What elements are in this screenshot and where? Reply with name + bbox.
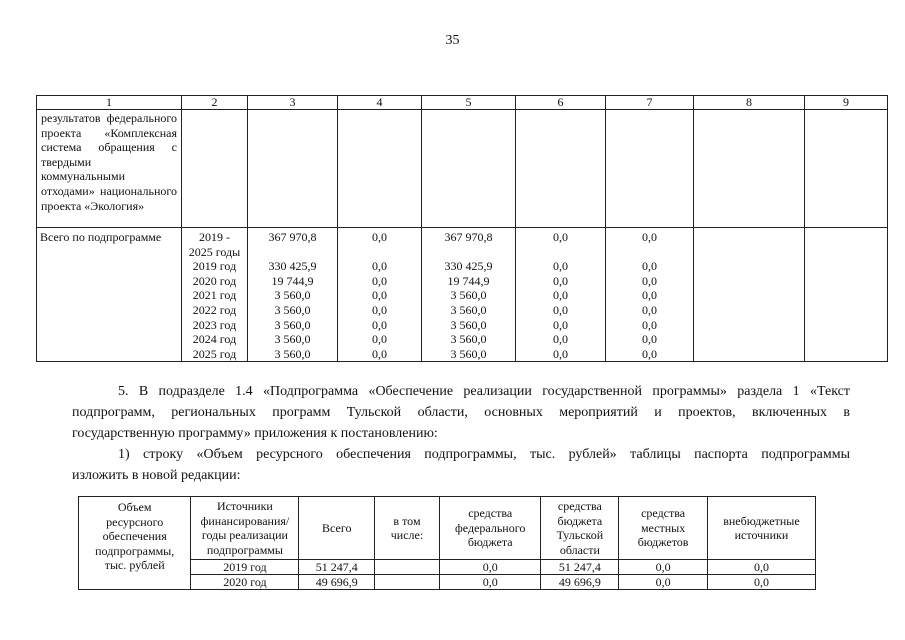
cell-line: годы реализации xyxy=(201,528,288,542)
cell-line: 2019 - xyxy=(199,230,230,244)
cell-line: бюджетов xyxy=(637,535,689,550)
table-row xyxy=(37,110,888,228)
cell-line: 0,0 xyxy=(553,317,568,332)
cell-line xyxy=(609,245,690,260)
table-cell xyxy=(694,228,805,362)
paragraph-5 xyxy=(72,381,850,444)
cell-line: Объем xyxy=(117,500,152,514)
table-cell xyxy=(516,110,606,228)
cell-line: 0,0 xyxy=(642,346,657,361)
col7-cell xyxy=(606,228,694,362)
col5-cell xyxy=(422,228,516,362)
table-header-row xyxy=(37,96,888,110)
cell-line: 0,0 xyxy=(372,230,387,244)
table-cell xyxy=(694,110,805,228)
col6-cell xyxy=(516,228,606,362)
federal-cell: 0,0 xyxy=(439,575,541,590)
local-cell: 0,0 xyxy=(619,560,708,575)
cell-line: 330 425,9 xyxy=(268,259,317,274)
cell-line: 3 560,0 xyxy=(274,317,311,332)
cell-line: 3 560,0 xyxy=(450,346,487,361)
resource-table xyxy=(78,496,816,590)
cell-line: 2020 год xyxy=(192,273,237,288)
cell-line: 0,0 xyxy=(553,302,568,317)
cell-line: бюджета xyxy=(467,535,513,550)
regional-cell: 49 696,9 xyxy=(541,575,619,590)
table-row-total xyxy=(37,228,888,362)
offbudget-cell: 0,0 xyxy=(707,560,815,575)
sources-header xyxy=(191,497,299,560)
table-cell xyxy=(375,560,440,575)
cell-line: 330 425,9 xyxy=(444,259,493,274)
col3-cell xyxy=(248,228,338,362)
cell-line: 2025 годы xyxy=(188,244,241,259)
table-cell xyxy=(248,110,338,228)
table-cell xyxy=(375,575,440,590)
cell-line: 0,0 xyxy=(642,332,657,347)
cell-line: Тульской xyxy=(556,528,604,542)
column-header: 1 xyxy=(37,96,182,110)
total-cell: 51 247,4 xyxy=(299,560,375,575)
resource-volume-label xyxy=(79,497,191,590)
cell-line: 0,0 xyxy=(553,259,568,274)
cell-line: обеспечения xyxy=(102,529,167,543)
cell-line: 0,0 xyxy=(372,273,387,288)
cell-line: области xyxy=(559,542,600,557)
cell-line xyxy=(251,245,334,260)
cell-line: 367 970,8 xyxy=(444,230,493,244)
cell-line: числе: xyxy=(390,528,424,542)
cell-line: 0,0 xyxy=(372,302,387,317)
including-header xyxy=(375,497,440,560)
table-cell xyxy=(338,110,422,228)
paragraph-line: 5. В подразделе 1.4 «Подпрограмма «Обеспечение реализации государственной программы» раздела 1 «Текст xyxy=(118,384,850,399)
cell-line: 3 560,0 xyxy=(274,288,311,303)
cell-line: в том xyxy=(393,513,421,528)
cell-line: 2021 год xyxy=(192,288,237,303)
year-cell: 2019 год xyxy=(191,560,299,575)
cell-line: средства xyxy=(641,506,686,521)
cell-line: 19 744,9 xyxy=(271,273,314,288)
cell-line: местных xyxy=(640,520,686,535)
cell-line: 0,0 xyxy=(642,259,657,274)
cell-line: 0,0 xyxy=(642,317,657,332)
paragraph-line: государственную программу» приложения к постановлению: xyxy=(72,426,438,441)
federal-cell: 0,0 xyxy=(439,560,541,575)
cell-line: 0,0 xyxy=(642,273,657,288)
cell-line xyxy=(341,245,418,260)
table-cell xyxy=(805,110,888,228)
cell-line: 0,0 xyxy=(553,273,568,288)
page-number: 35 xyxy=(445,33,460,48)
table-cell xyxy=(606,110,694,228)
paragraph-1 xyxy=(72,444,850,486)
offbudget-cell: 0,0 xyxy=(707,575,815,590)
cell-line: 367 970,8 xyxy=(268,230,317,244)
regional-cell: 51 247,4 xyxy=(541,560,619,575)
cell-line: внебюджетные xyxy=(723,513,800,528)
cell-line: 0,0 xyxy=(642,302,657,317)
table-cell xyxy=(182,110,248,228)
cell-line: 3 560,0 xyxy=(450,332,487,347)
cell-line: 3 560,0 xyxy=(450,317,487,332)
cell-line: подпрограммы xyxy=(206,542,283,557)
cell-line: средства xyxy=(468,506,513,521)
subprogram-table xyxy=(36,95,888,362)
local-header xyxy=(619,497,708,560)
column-header: 3 xyxy=(248,96,338,110)
cell-line: 19 744,9 xyxy=(447,273,490,288)
cell-line: 0,0 xyxy=(642,288,657,303)
col4-cell xyxy=(338,228,422,362)
cell-line: 2024 год xyxy=(192,332,237,347)
total-cell: 49 696,9 xyxy=(299,575,375,590)
federal-header xyxy=(439,497,541,560)
row-label: Всего по подпрограмме xyxy=(37,228,182,362)
paragraph-line: подпрограмм, региональных программ Тульской области, основных мероприятий и проектов, включенных в xyxy=(72,405,850,420)
cell-line: 2023 год xyxy=(192,317,237,332)
cell-line: финансирования/ xyxy=(200,513,290,528)
cell-line: ресурсного xyxy=(106,514,164,529)
total-header: Всего xyxy=(299,497,375,560)
column-header: 2 xyxy=(182,96,248,110)
periods-cell xyxy=(182,228,248,362)
cell-line: источники xyxy=(734,528,789,542)
cell-line: 3 560,0 xyxy=(450,302,487,317)
cell-line: 0,0 xyxy=(372,317,387,332)
cell-line: 0,0 xyxy=(372,259,387,274)
cell-line: 0,0 xyxy=(642,230,657,244)
cell-line: 2022 год xyxy=(192,302,237,317)
column-header: 4 xyxy=(338,96,422,110)
paragraph-line: изложить в новой редакции: xyxy=(72,468,241,483)
table-header-row xyxy=(79,497,816,560)
row-description: результатов федерального проекта «Комплексная система обращения с твердыми коммунальными отходами» национального проекта «Экология» xyxy=(37,110,182,228)
table-cell xyxy=(805,228,888,362)
cell-line: 3 560,0 xyxy=(274,332,311,347)
cell-line: 0,0 xyxy=(553,288,568,303)
cell-line: 0,0 xyxy=(372,288,387,303)
cell-line: федерального xyxy=(455,520,526,535)
column-header: 6 xyxy=(516,96,606,110)
cell-line xyxy=(425,245,512,260)
cell-line: 0,0 xyxy=(553,346,568,361)
cell-line: 3 560,0 xyxy=(450,288,487,303)
cell-line: 2025 год xyxy=(192,346,237,361)
regional-header xyxy=(541,497,619,560)
column-header: 9 xyxy=(805,96,888,110)
column-header: 8 xyxy=(694,96,805,110)
cell-line: 0,0 xyxy=(553,332,568,347)
cell-line: 3 560,0 xyxy=(274,302,311,317)
cell-line: 0,0 xyxy=(372,332,387,347)
cell-line: Источники xyxy=(216,499,273,513)
cell-line: средства xyxy=(557,499,602,513)
cell-line xyxy=(519,245,602,260)
cell-line: тыс. рублей xyxy=(104,558,165,572)
cell-line: подпрограммы, xyxy=(95,543,175,558)
year-cell: 2020 год xyxy=(191,575,299,590)
column-header: 5 xyxy=(422,96,516,110)
cell-line: 0,0 xyxy=(553,230,568,244)
offbudget-header xyxy=(707,497,815,560)
cell-line: 2019 год xyxy=(192,259,237,274)
paragraph-line: 1) строку «Объем ресурсного обеспечения подпрограммы, тыс. рублей» таблицы паспорта подпрограммы xyxy=(118,447,850,462)
cell-line: бюджета xyxy=(557,513,603,528)
table-cell xyxy=(422,110,516,228)
cell-line: 3 560,0 xyxy=(274,346,311,361)
column-header: 7 xyxy=(606,96,694,110)
local-cell: 0,0 xyxy=(619,575,708,590)
cell-line: 0,0 xyxy=(372,346,387,361)
